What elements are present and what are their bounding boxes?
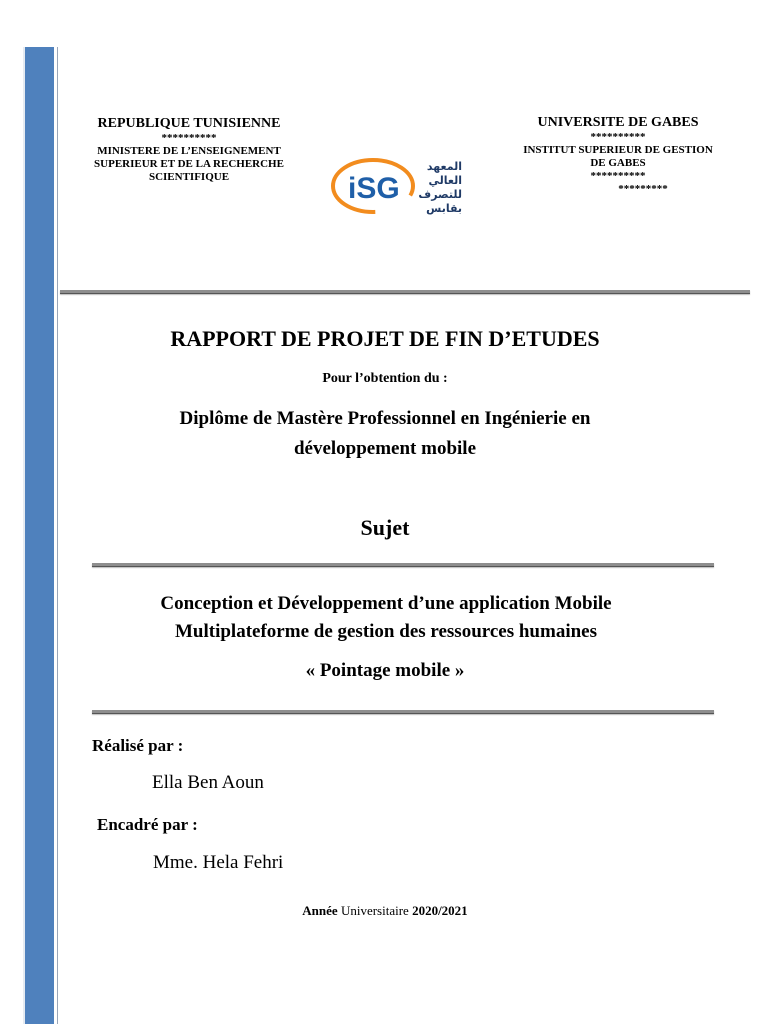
side-line xyxy=(57,47,58,1024)
logo-arabic-3: للتصرف xyxy=(418,188,462,201)
realise-label: Réalisé par : xyxy=(92,736,184,755)
header-left xyxy=(64,116,314,184)
diploma-line1: Diplôme de Mastère Professionnel en Ingénierie en xyxy=(179,408,591,429)
header-right xyxy=(498,115,738,196)
isg-logo xyxy=(328,150,468,220)
logo-latin-text: iSG xyxy=(348,172,400,205)
subject-text xyxy=(66,590,706,646)
subject-line2: Multiplateforme de gestion des ressources humaines xyxy=(174,621,598,642)
subject-line3: « Pointage mobile » xyxy=(305,660,465,681)
realise-name: Ella Ben Aoun xyxy=(152,772,264,793)
subject-line1: Conception et Développement d’une application Mobile xyxy=(160,593,612,614)
logo-arabic-4: بقابس xyxy=(426,202,462,215)
ministere-line3: SCIENTIFIQUE xyxy=(148,171,230,183)
sujet-heading: Sujet xyxy=(360,515,410,540)
diploma-line2: développement mobile xyxy=(293,438,477,459)
republique-text: REPUBLIQUE TUNISIENNE xyxy=(97,116,281,131)
annee-bold: Année xyxy=(302,903,338,918)
annee-universitaire xyxy=(60,903,710,919)
stars-right-1: ********** xyxy=(590,131,646,143)
top-divider xyxy=(60,290,750,294)
stars-right-3: ********* xyxy=(618,183,668,195)
institut-line1: INSTITUT SUPERIEUR DE GESTION xyxy=(523,144,713,156)
ministere-line1: MINISTERE DE L’ENSEIGNEMENT xyxy=(97,145,281,157)
stars-right-2: ********** xyxy=(590,170,646,182)
annee-text: Universitaire xyxy=(337,903,413,918)
logo-arabic-1: المعهد xyxy=(426,160,462,173)
blue-side-bar xyxy=(25,47,54,1024)
encadre-label: Encadré par : xyxy=(97,815,198,834)
annee-year: 2020/2021 xyxy=(412,903,468,918)
stars-left: ********** xyxy=(161,132,217,144)
subject-bottom-divider xyxy=(92,710,714,714)
ministere-line2: SUPERIEUR ET DE LA RECHERCHE xyxy=(94,158,284,170)
obtention-text: Pour l’obtention du : xyxy=(322,371,448,386)
subject-top-divider xyxy=(92,563,714,567)
universite-text: UNIVERSITE DE GABES xyxy=(537,115,699,130)
report-title: RAPPORT DE PROJET DE FIN D’ETUDES xyxy=(170,326,600,351)
institut-line2: DE GABES xyxy=(590,157,646,169)
logo-arabic-2: العالي xyxy=(428,174,462,187)
diploma-text xyxy=(80,404,690,464)
encadre-name: Mme. Hela Fehri xyxy=(153,852,284,873)
